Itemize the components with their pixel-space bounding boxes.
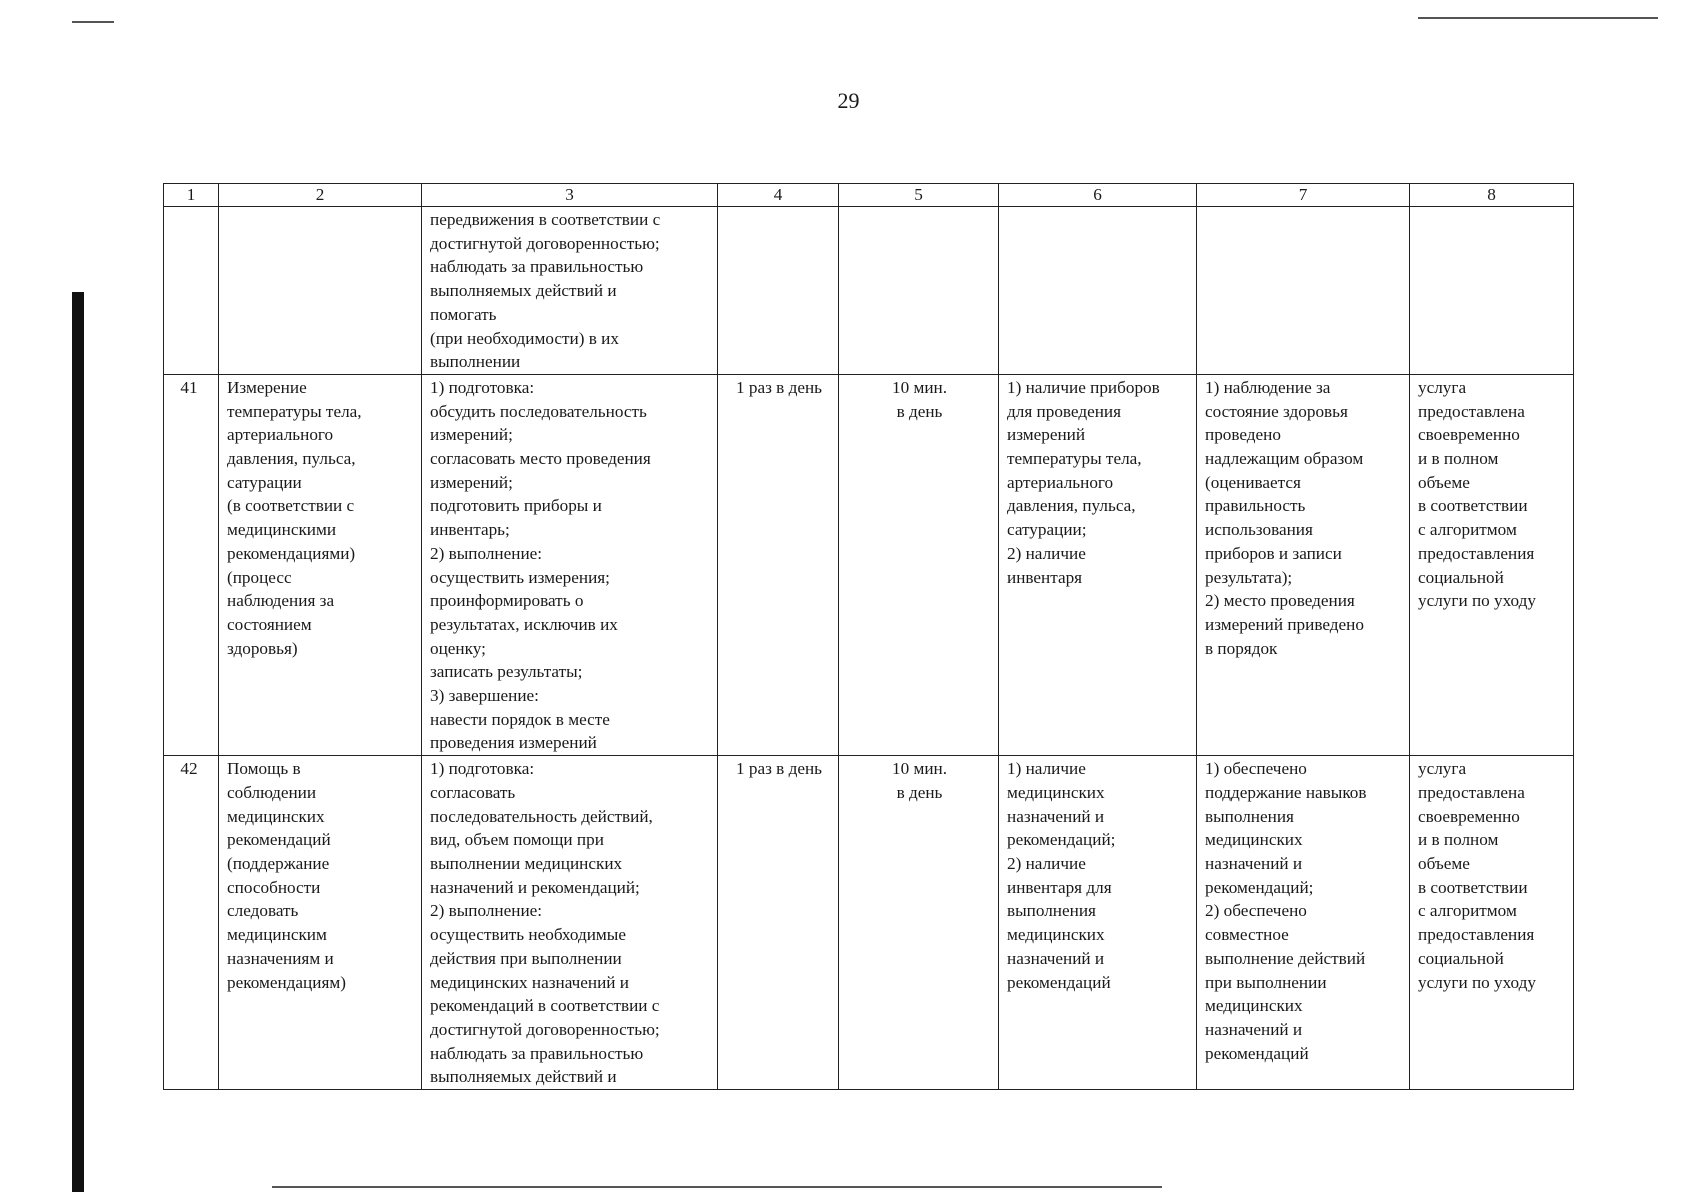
cell-text-line: вид, объем помощи при [430,830,604,850]
cell-text-line: температуры тела, [227,401,362,421]
quality-indicators-cell [1197,207,1410,375]
cell-text-line: услуга [1418,377,1467,397]
cell-text-line: предоставления [1418,543,1535,563]
cell-text-line: измерений; [430,425,513,445]
cell-text-line: записать результаты; [430,662,583,682]
cell-text-line: 2) наличие [1007,543,1086,563]
cell-text-line: своевременно [1418,425,1520,445]
cell-text-line: проведения измерений [430,733,597,753]
cell-text-line: следовать [227,901,299,921]
row-number-cell [164,207,219,375]
cell-text-line: соблюдении [227,782,317,802]
service-actions-cell [422,207,718,375]
cell-text-line: 2) выполнение: [430,543,543,563]
duration-cell [839,756,999,1090]
cell-text-line: (при необходимости) в их [430,328,619,348]
cell-text-line: надлежащим образом [1205,449,1364,469]
service-actions-cell [422,374,718,755]
duration-cell [839,207,999,375]
cell-text-line: рекомендаций; [1007,830,1116,850]
cell-text-line: рекомендаций в соответствии с [430,996,660,1016]
cell-text-line: давления, пульса, [1007,496,1136,516]
service-name-cell [219,374,422,755]
cell-text-line: результата); [1205,567,1293,587]
cell-text-line: (процесс [227,567,292,587]
cell-text-line: 2) выполнение: [430,901,543,921]
cell-text-line: инвентаря [1007,567,1083,587]
cell-text-line: измерений [1007,425,1086,445]
scan-edge-line-bottom [272,1186,1162,1188]
cell-text-line: выполнение действий [1205,948,1366,968]
cell-text-line: предоставлена [1418,401,1525,421]
row-number-cell: 41 [164,374,219,755]
quality-indicators-cell [1197,756,1410,1090]
header-col-6: 6 [999,184,1197,207]
cell-text-line: сатурации; [1007,520,1087,540]
cell-text-line: рекомендаций [1007,972,1111,992]
cell-text-line: 3) завершение: [430,686,539,706]
table-row [164,756,1574,1090]
scan-edge-bar-left [72,292,84,1192]
cell-text-line: выполнения [1205,806,1294,826]
cell-text-line: артериального [1007,472,1114,492]
header-col-8: 8 [1410,184,1574,207]
cell-text-line: достигнутой договоренностью; [430,233,660,253]
row-number-cell: 42 [164,756,219,1090]
cell-text-line: правильность [1205,496,1306,516]
conditions-cell [999,756,1197,1090]
cell-text-line: с алгоритмом [1418,901,1517,921]
cell-text-line: инвентарь; [430,520,510,540]
cell-text-line: услуга [1418,759,1467,779]
result-cell [1410,207,1574,375]
cell-text-line: социальной [1418,567,1504,587]
header-col-7: 7 [1197,184,1410,207]
cell-text-line: передвижения в соответствии с [430,210,661,229]
cell-text-line: услуги по уходу [1418,972,1536,992]
cell-text-line: согласовать [430,782,516,802]
cell-text-line: в порядок [1205,638,1278,658]
cell-text-line: измерений приведено [1205,614,1364,634]
service-actions-cell [422,756,718,1090]
cell-text-line: медицинских назначений и [430,972,629,992]
cell-text-line: измерений; [430,472,513,492]
cell-text-line: в день [896,401,943,421]
table-row [164,374,1574,755]
cell-text-line: (в соответствии с [227,496,355,516]
cell-text-line: медицинским [227,925,327,945]
cell-text-line: здоровья) [227,638,298,658]
cell-text-line: в соответствии [1418,877,1528,897]
cell-text-line: способности [227,877,321,897]
cell-text-line: рекомендаций [1205,1043,1309,1063]
cell-text-line: объеме [1418,472,1470,492]
cell-text-line: и в полном [1418,449,1499,469]
cell-text-line: рекомендаций; [1205,877,1314,897]
cell-text-line: 1) наблюдение за [1205,377,1331,397]
cell-text-line: назначений и [1205,853,1303,873]
header-col-2: 2 [219,184,422,207]
cell-text-line: проведено [1205,425,1281,445]
cell-text-line: 1 раз в день [735,759,823,779]
cell-text-line: назначениям и [227,948,334,968]
frequency-cell [718,756,839,1090]
cell-text-line: рекомендаций [227,830,331,850]
quality-indicators-cell [1197,374,1410,755]
cell-text-line: 2) место проведения [1205,591,1355,611]
service-name-cell [219,207,422,375]
header-col-5: 5 [839,184,999,207]
cell-text-line: предоставлена [1418,782,1525,802]
cell-text-line: 2) обеспечено [1205,901,1307,921]
header-col-1: 1 [164,184,219,207]
cell-text-line: услуги по уходу [1418,591,1536,611]
services-table [163,183,1574,1090]
duration-cell [839,374,999,755]
cell-text-line: объеме [1418,853,1470,873]
cell-text-line: при выполнении [1205,972,1327,992]
cell-text-line: обсудить последовательность [430,401,647,421]
cell-text-line: помогать [430,304,497,324]
cell-text-line: с алгоритмом [1418,520,1517,540]
cell-text-line: достигнутой договоренностью; [430,1019,660,1039]
cell-text-line: инвентаря для [1007,877,1112,897]
cell-text-line: 2) наличие [1007,853,1086,873]
cell-text-line: медицинских [1007,782,1105,802]
cell-text-line: медицинских [1205,996,1303,1016]
cell-text-line: (оценивается [1205,472,1301,492]
cell-text-line: согласовать место проведения [430,449,651,469]
cell-text-line: приборов и записи [1205,543,1342,563]
cell-text-line: 1) обеспечено [1205,759,1307,779]
cell-text-line: медицинскими [227,520,337,540]
result-cell [1410,374,1574,755]
cell-text-line: осуществить измерения; [430,567,610,587]
cell-text-line: назначений и [1205,1019,1303,1039]
cell-text-line: оценку; [430,638,486,658]
cell-text-line: осуществить необходимые [430,925,626,945]
scan-edge-line-top-right [1418,17,1658,19]
cell-text-line: 1) наличие приборов [1007,377,1160,397]
cell-text-line: результатах, исключив их [430,614,618,634]
cell-text-line: действия при выполнении [430,948,622,968]
cell-text-line: в день [896,782,943,802]
cell-text-line: медицинских [1205,830,1303,850]
cell-text-line: состояние здоровья [1205,401,1348,421]
cell-text-line: (поддержание [227,853,330,873]
cell-text-line: артериального [227,425,334,445]
cell-text-line: и в полном [1418,830,1499,850]
cell-text-line: поддержание навыков [1205,782,1367,802]
cell-text-line: состоянием [227,614,312,634]
cell-text-line: 1 раз в день [735,377,823,397]
cell-text-line: рекомендациями) [227,543,356,563]
cell-text-line: медицинских [227,806,325,826]
cell-text-line: социальной [1418,948,1504,968]
conditions-cell [999,374,1197,755]
page-number: 29 [837,88,860,113]
cell-text-line: навести порядок в месте [430,709,610,729]
cell-text-line: назначений и рекомендаций; [430,877,640,897]
cell-text-line: температуры тела, [1007,449,1142,469]
cell-text-line: выполняемых действий и [430,1067,617,1087]
cell-text-line: выполнении [430,352,521,372]
service-name-cell [219,756,422,1090]
table-body [164,207,1574,1090]
cell-text-line: подготовить приборы и [430,496,602,516]
cell-text-line: назначений и [1007,948,1105,968]
cell-text-line: выполнении медицинских [430,853,623,873]
cell-text-line: выполняемых действий и [430,281,617,301]
cell-text-line: наблюдения за [227,591,335,611]
cell-text-line: последовательность действий, [430,806,653,826]
result-cell [1410,756,1574,1090]
cell-text-line: 1) наличие [1007,759,1086,779]
cell-text-line: 1) подготовка: [430,377,535,397]
cell-text-line: медицинских [1007,925,1105,945]
conditions-cell [999,207,1197,375]
cell-text-line: назначений и [1007,806,1105,826]
cell-text-line: наблюдать за правильностью [430,257,644,277]
frequency-cell [718,207,839,375]
cell-text-line: проинформировать о [430,591,584,611]
cell-text-line: рекомендациям) [227,972,346,992]
cell-text-line: 1) подготовка: [430,759,535,779]
cell-text-line: 10 мин. [891,759,948,779]
cell-text-line: Помощь в [227,759,301,779]
header-col-3: 3 [422,184,718,207]
cell-text-line: использования [1205,520,1313,540]
cell-text-line: давления, пульса, [227,449,356,469]
table-row [164,207,1574,375]
cell-text-line: выполнения [1007,901,1096,921]
cell-text-line: для проведения [1007,401,1122,421]
scan-edge-line-top-left [72,21,114,23]
cell-text-line: предоставления [1418,925,1535,945]
frequency-cell [718,374,839,755]
cell-text-line: Измерение [227,377,307,397]
cell-text-line: совместное [1205,925,1289,945]
cell-text-line: наблюдать за правильностью [430,1043,644,1063]
cell-text-line: своевременно [1418,806,1520,826]
cell-text-line: в соответствии [1418,496,1528,516]
header-col-4: 4 [718,184,839,207]
cell-text-line: 10 мин. [891,377,948,397]
header-row [164,184,1574,207]
cell-text-line: сатурации [227,472,302,492]
